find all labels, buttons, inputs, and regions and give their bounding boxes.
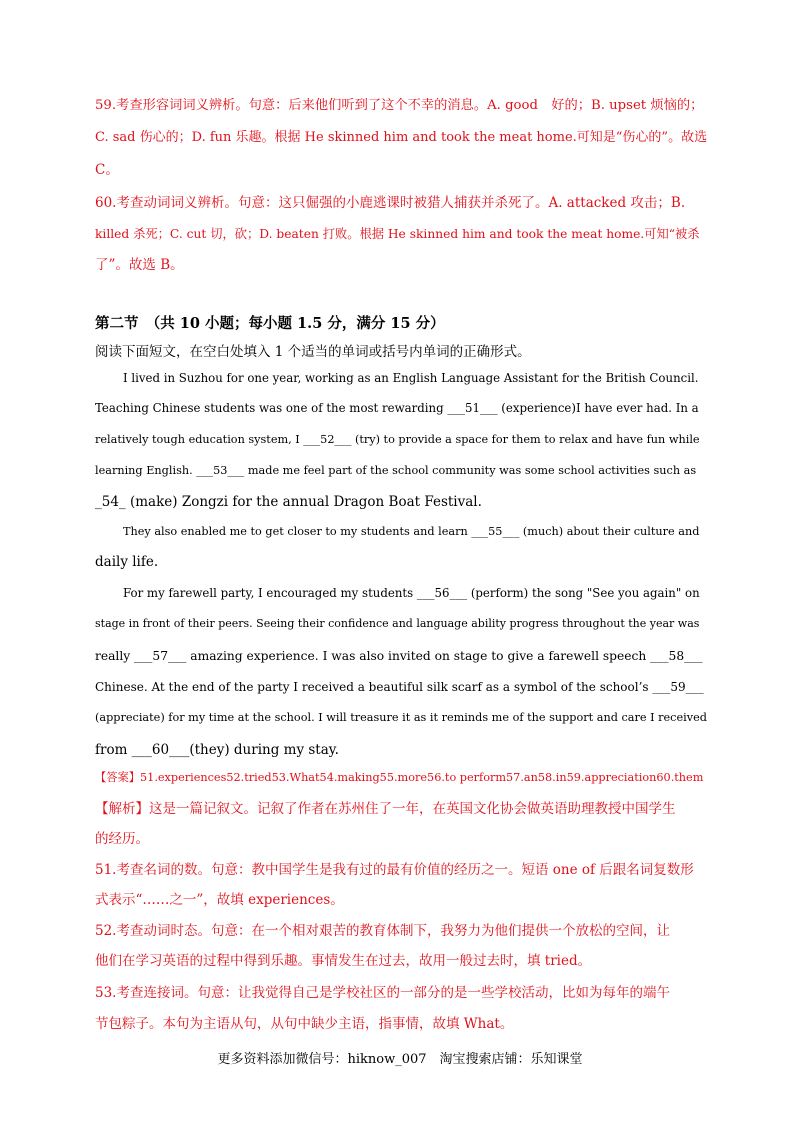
analysis-line: 53.考查连接词。句意：让我觉得自己是学校社区的一部分的是一些学校活动，比如为每年的端午 [95,985,670,1001]
section-instruction: 阅读下面短文，在空白处填入 1 个适当的单词或括号内单词的正确形式。 [95,344,531,360]
answer-line: 【答案】51.experiences52.tried53.What54.making55.more56.to perform57.an58.in59.appreciation60.them [95,771,704,784]
passage-line: learning English. ___53___ made me feel part of the school community was some school activities such as [95,464,697,477]
passage-line: from ___60___(they) during my stay. [95,742,339,758]
explanation-60-line-3: 了”。故选 B。 [95,257,184,273]
analysis-line: 52.考查动词时态。句意：在一个相对艰苦的教育体制下，我努力为他们提供一个放松的空间，让 [95,923,670,939]
analysis-line: 的经历。 [95,831,149,847]
passage-line: stage in front of their peers. Seeing their confidence and language ability progress throughout the year was [95,617,700,630]
passage-line: relatively tough education system, I ___52___ (try) to provide a space for them to relax and have fun while [95,433,700,446]
passage-line: For my farewell party, I encouraged my students ___56___ (perform) the song "See you again" on [123,586,700,600]
passage-line: Teaching Chinese students was one of the most rewarding ___51___ (experience)I have ever had. In a [95,401,699,415]
explanation-60-line-1: 60.考查动词词义辨析。句意：这只倔强的小鹿逃课时被猎人捕获并杀死了。A. attacked 攻击；B. [95,195,686,211]
explanation-59-line-3: C。 [95,162,119,178]
passage-line: _54_ (make) Zongzi for the annual Dragon Boat Festival. [95,494,482,510]
analysis-line: 节包粽子。本句为主语从句，从句中缺少主语，指事情，故填 What。 [95,1016,514,1032]
passage-line: They also enabled me to get closer to my students and learn ___55___ (much) about their culture and [123,525,700,538]
page-footer: 更多资料添加微信号：hiknow_007 淘宝搜索店铺：乐知课堂 [217,1052,583,1067]
explanation-59-line-2: C. sad 伤心的；D. fun 乐趣。根据 He skinned him and took the meat home.可知是“伤心的”。故选 [95,130,708,145]
analysis-line: 【解析】这是一篇记叙文。记叙了作者在苏州住了一年，在英国文化协会做英语助理教授中国学生 [95,801,676,817]
passage-line: daily life. [95,554,159,570]
explanation-60-line-2: killed 杀死；C. cut 切，砍；D. beaten 打败。根据 He skinned him and took the meat home.可知“被杀 [95,227,700,241]
analysis-line: 式表示“……之一”，故填 experiences。 [95,892,344,908]
analysis-line: 他们在学习英语的过程中得到乐趣。事情发生在过去，故用一般过去时，填 tried。 [95,953,592,969]
passage-line: I lived in Suzhou for one year, working as an English Language Assistant for the British Council. [123,371,699,385]
passage-line: Chinese. At the end of the party I received a beautiful silk scarf as a symbol of the school’s ___59___ [95,680,704,694]
passage-line: (appreciate) for my time at the school. I will treasure it as it reminds me of the support and care I received [95,711,707,724]
explanation-59-line-1: 59.考查形容词词义辨析。句意：后来他们听到了这个不幸的消息。A. good 好的；B. upset 烦恼的； [95,98,704,113]
section-heading: 第二节 （共 10 小题；每小题 1.5 分，满分 15 分） [95,315,445,332]
analysis-line: 51.考查名词的数。句意：教中国学生是我有过的最有价值的经历之一。短语 one of 后跟名词复数形 [95,862,694,878]
passage-line: really ___57___ amazing experience. I was also invited on stage to give a farewell speech ___58___ [95,649,703,663]
